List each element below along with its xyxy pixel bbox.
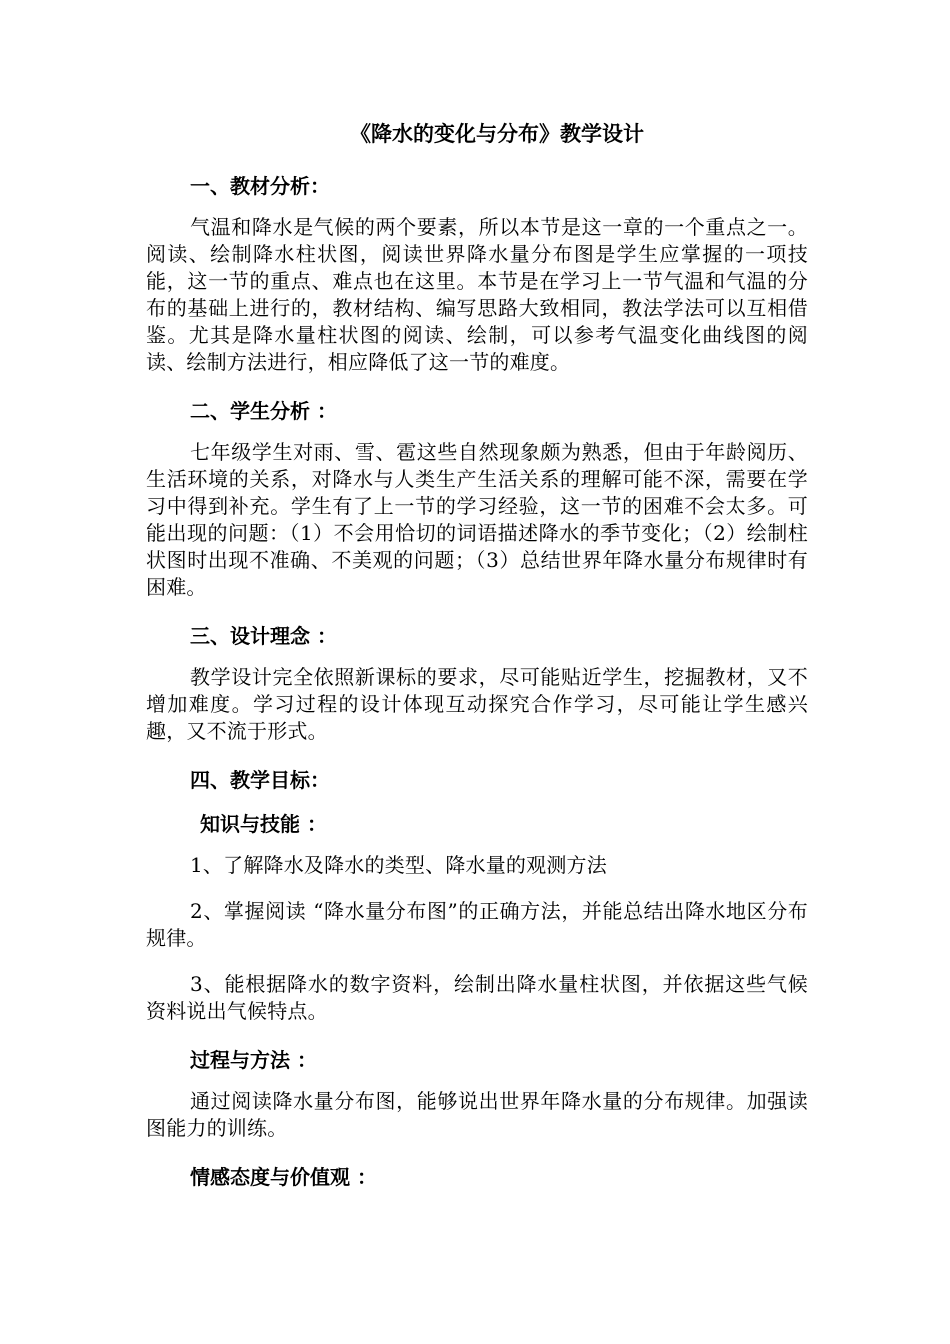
section-heading: 一、教材分析： bbox=[190, 174, 330, 198]
section-heading: 四、教学目标： bbox=[190, 768, 330, 792]
section-textbook-analysis bbox=[146, 170, 808, 376]
section-paragraph: 气温和降水是气候的两个要素，所以本节是这一章的一个重点之一。阅读、绘制降水柱状图，阅读世界降水量分布图是学生应掌握的一项技能，这一节的重点、难点也在这里。本节是在学习上一节气温和气温的分布的基础上进行的，教材结构、编写思路大致相同，教法学法可以互相借鉴。尤其是降水量柱状图的阅读、绘制，可以参考气温变化曲线图的阅读、绘制方法进行，相应降低了这一节的难度。 bbox=[146, 215, 808, 374]
process-method-paragraph: 通过阅读降水量分布图，能够说出世界年降水量的分布规律。加强读图能力的训练。 bbox=[146, 1089, 808, 1140]
goal-item: 1、了解降水及降水的类型、降水量的观测方法 bbox=[190, 853, 607, 877]
emotion-values-heading: 情感态度与价值观 ： bbox=[190, 1165, 377, 1189]
goal-item: 3、能根据降水的数字资料，绘制出降水量柱状图，并依据这些气候资料说出气候特点。 bbox=[146, 972, 808, 1023]
section-teaching-goals bbox=[146, 764, 808, 1193]
process-method-heading: 过程与方法 ： bbox=[190, 1048, 317, 1072]
knowledge-skills-heading: 知识与技能 ： bbox=[200, 812, 327, 836]
document-title: 《降水的变化与分布》教学设计 bbox=[350, 121, 644, 146]
section-heading: 二、学生分析 ： bbox=[190, 399, 337, 423]
document-page bbox=[146, 118, 808, 1205]
goal-item: 2、掌握阅读 “降水量分布图”的正确方法，并能总结出降水地区分布规律。 bbox=[146, 899, 808, 950]
section-paragraph: 教学设计完全依照新课标的要求，尽可能贴近学生，挖掘教材，又不增加难度。学习过程的设计体现互动探究合作学习，尽可能让学生感兴趣，又不流于形式。 bbox=[146, 665, 808, 743]
section-heading: 三、设计理念 ： bbox=[190, 624, 337, 648]
section-student-analysis bbox=[146, 395, 808, 601]
section-paragraph: 七年级学生对雨、雪、雹这些自然现象颇为熟悉，但由于年龄阅历、生活环境的关系，对降水与人类生产生活关系的理解可能不深，需要在学习中得到补充。学生有了上一节的学习经验，这一节的困难不会太多。可能出现的问题：（1）不会用恰切的词语描述降水的季节变化；（2）绘制柱状图时出现不准确、不美观的问题；（3）总结世界年降水量分布规律时有困难。 bbox=[146, 440, 808, 599]
section-design-concept bbox=[146, 620, 808, 745]
